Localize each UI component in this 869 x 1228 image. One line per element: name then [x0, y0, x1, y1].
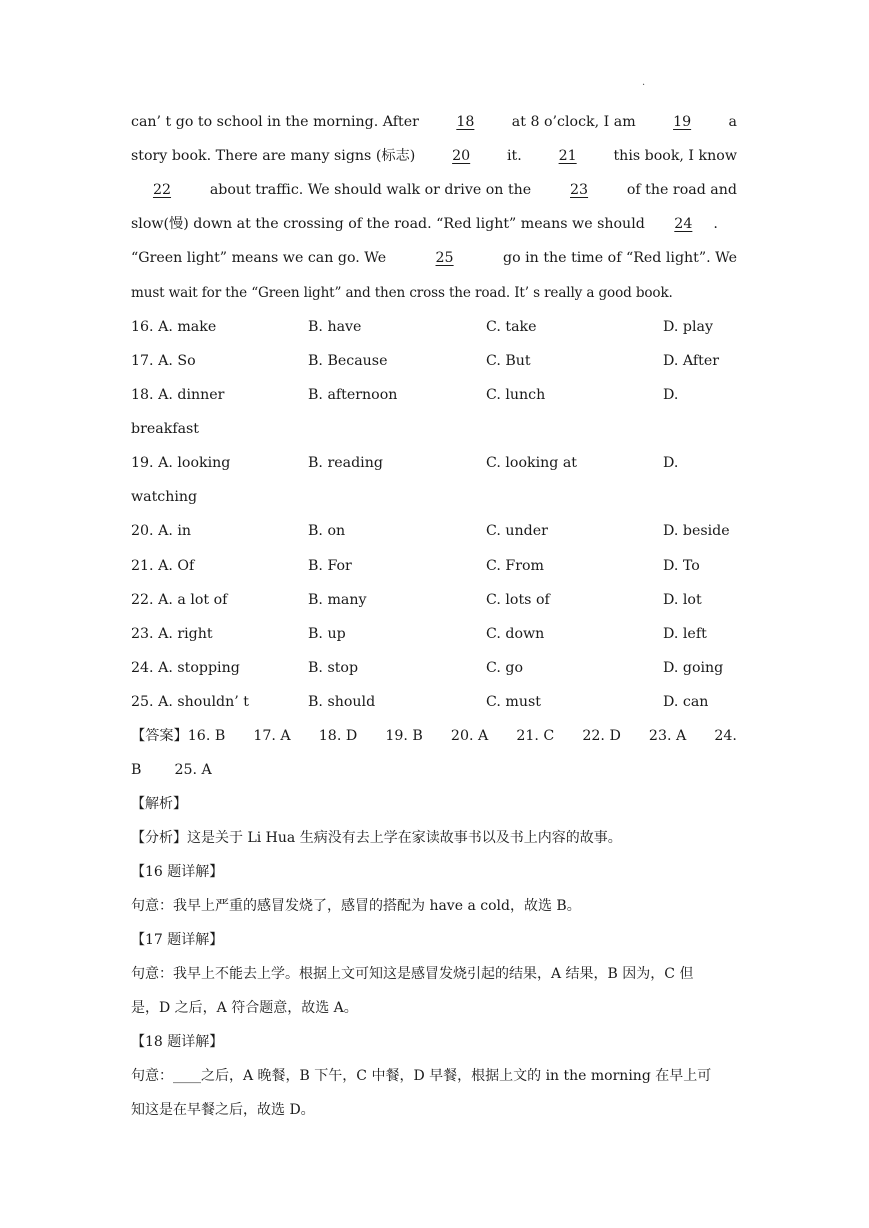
option-b: B. stop	[308, 660, 359, 676]
option-row-25	[131, 692, 751, 712]
passage-line-1	[131, 112, 737, 132]
option-row-18	[131, 385, 751, 405]
option-b: B. Because	[308, 353, 388, 369]
blank-25: 25	[435, 250, 454, 266]
question-number: 25. A. shouldn’ t	[131, 694, 249, 710]
option-b: B. have	[308, 319, 362, 335]
passage-line-3	[131, 180, 737, 200]
option-row-19	[131, 453, 751, 473]
passage-line-4	[131, 214, 737, 234]
answer-item: 25. A	[174, 762, 212, 778]
question-number: 16. A. make	[131, 319, 217, 335]
q17-explanation-1: 句意：我早上不能去上学。根据上文可知这是感冒发烧引起的结果，A 结果，B 因为，C 但	[131, 966, 694, 982]
option-c: C. looking at	[486, 455, 578, 471]
option-d: D. left	[663, 626, 707, 642]
blank-22: 22	[152, 182, 172, 198]
option-c: C. lots of	[486, 592, 550, 608]
option-b: B. many	[308, 592, 367, 608]
option-d: D. lot	[663, 592, 702, 608]
answer-item: 16. B	[187, 728, 226, 744]
passage-text: slow(慢) down at the crossing of the road. “Red light” means we should	[131, 216, 645, 232]
option-c: C. must	[486, 694, 541, 710]
blank-24: 24	[674, 216, 693, 232]
option-row-24	[131, 658, 751, 678]
header-mark: ·	[642, 80, 646, 91]
passage-line-5	[131, 248, 737, 268]
answer-item: B	[131, 762, 142, 778]
option-b: B. For	[308, 558, 352, 574]
option-b: B. up	[308, 626, 346, 642]
answer-first	[131, 726, 225, 746]
q16-heading: 【16 题详解】	[131, 864, 224, 880]
option-d: D. going	[663, 660, 724, 676]
option-row-20	[131, 521, 751, 541]
option-c: C. down	[486, 626, 545, 642]
passage-text: it.	[507, 148, 522, 164]
blank-23: 23	[570, 182, 589, 198]
passage-text: at 8 o’clock, I am	[511, 114, 636, 130]
option-c: C. under	[486, 523, 548, 539]
passage-text: this book, I know	[613, 148, 737, 164]
option-row-22	[131, 590, 751, 610]
passage-text: a	[728, 114, 737, 130]
option-row-21	[131, 556, 751, 576]
q18-heading: 【18 题详解】	[131, 1034, 224, 1050]
jiexi-heading: 【解析】	[131, 796, 187, 812]
passage-text: of the road and	[626, 182, 737, 198]
option-b: B. should	[308, 694, 376, 710]
answer-item: 22. D	[582, 728, 621, 744]
q17-heading: 【17 题详解】	[131, 932, 224, 948]
answer-item: 21. C	[516, 728, 555, 744]
question-number: 20. A. in	[131, 523, 192, 539]
blank-20: 20	[452, 148, 471, 164]
question-number: 18. A. dinner	[131, 387, 225, 403]
option-d: D. To	[663, 558, 700, 574]
option-d: D.	[663, 455, 679, 471]
option-d: D.	[663, 387, 679, 403]
q18-explanation-2: 知这是在早餐之后，故选 D。	[131, 1102, 315, 1118]
option-b: B. on	[308, 523, 346, 539]
option-d: D. beside	[663, 523, 730, 539]
option-row-17	[131, 351, 751, 371]
q16-explanation: 句意：我早上严重的感冒发烧了，感冒的搭配为 have a cold，故选 B。	[131, 898, 581, 914]
option-wrap-19	[131, 487, 751, 507]
passage-text: “Green light” means we can go. We	[131, 250, 387, 266]
option-row-16	[131, 317, 751, 337]
answer-item: 23. A	[648, 728, 687, 744]
blank-18: 18	[456, 114, 475, 130]
passage-text: about traffic. We should walk or drive on the	[209, 182, 532, 198]
option-wrap-18	[131, 419, 751, 439]
answer-item: 24.	[714, 728, 737, 744]
question-number: 23. A. right	[131, 626, 213, 642]
passage-line-2	[131, 146, 737, 166]
passage-line-6: must wait for the “Green light” and then cross the road. It’ s really a good book.	[131, 285, 673, 301]
question-number: 22. A. a lot of	[131, 592, 228, 608]
q18-explanation-1: 句意：____之后，A 晚餐，B 下午，C 中餐，D 早餐，根据上文的 in the morning 在早上可	[131, 1068, 712, 1084]
question-number: 24. A. stopping	[131, 660, 240, 676]
answer-item: 19. B	[385, 728, 423, 744]
option-row-23	[131, 624, 751, 644]
fenxi-text: 【分析】这是关于 Li Hua 生病没有去上学在家读故事书以及书上内容的故事。	[131, 830, 622, 846]
answer-item: 18. D	[318, 728, 358, 744]
option-b: B. afternoon	[308, 387, 398, 403]
passage-text: go in the time of “Red light”. We	[503, 250, 737, 266]
option-d: D. After	[663, 353, 720, 369]
option-c: C. take	[486, 319, 537, 335]
q17-explanation-2: 是，D 之后，A 符合题意，故选 A。	[131, 1000, 358, 1016]
answer-wrap-line	[131, 760, 737, 780]
answer-item: 20. A	[450, 728, 489, 744]
option-d-wrap: breakfast	[131, 421, 200, 437]
blank-19: 19	[673, 114, 692, 130]
option-c: C. lunch	[486, 387, 546, 403]
answer-line	[131, 726, 737, 746]
option-c: C. From	[486, 558, 544, 574]
option-c: C. But	[486, 353, 531, 369]
option-c: C. go	[486, 660, 523, 676]
option-b: B. reading	[308, 455, 383, 471]
question-number: 17. A. So	[131, 353, 196, 369]
question-number: 19. A. looking	[131, 455, 231, 471]
question-number: 21. A. Of	[131, 558, 195, 574]
option-d-wrap: watching	[131, 489, 198, 505]
blank-21: 21	[558, 148, 577, 164]
passage-text: can’ t go to school in the morning. After	[131, 114, 419, 130]
option-d: D. play	[663, 319, 713, 335]
option-d: D. can	[663, 694, 709, 710]
passage-text: story book. There are many signs (标志)	[131, 148, 416, 164]
answer-label: 【答案】	[131, 728, 188, 744]
answer-item: 17. A	[253, 728, 291, 744]
passage-text: .	[713, 216, 718, 232]
